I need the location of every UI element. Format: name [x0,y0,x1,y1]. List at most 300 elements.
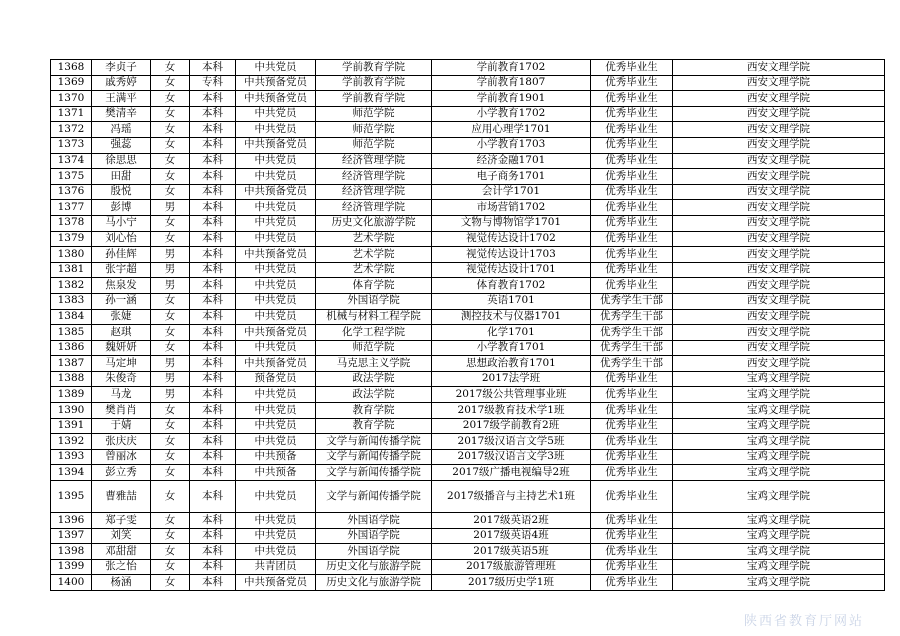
gender-cell: 女 [151,184,190,200]
award-cell: 优秀学生干部 [591,293,673,309]
gender-cell: 女 [151,340,190,356]
gender-cell: 女 [151,325,190,341]
class-cell: 视觉传达设计1703 [432,247,591,263]
gender-cell: 女 [151,106,190,122]
award-cell: 优秀毕业生 [591,481,673,513]
school-cell: 宝鸡文理学院 [673,418,885,434]
name-cell: 刘笑 [92,528,151,544]
table-row [51,137,885,153]
college-cell: 外国语学院 [316,528,432,544]
table-row [51,293,885,309]
class-cell: 2017级英语5班 [432,544,591,560]
college-cell: 文学与新闻传播学院 [316,465,432,481]
college-cell: 文学与新闻传播学院 [316,481,432,513]
college-cell: 机械与材料工程学院 [316,309,432,325]
table-row [51,559,885,575]
name-cell: 冯瑶 [92,122,151,138]
serial-cell: 1373 [51,137,92,153]
school-cell: 西安文理学院 [673,137,885,153]
class-cell: 2017级学前教育2班 [432,418,591,434]
name-cell: 刘心怡 [92,231,151,247]
degree-cell: 本科 [190,544,236,560]
name-cell: 焦泉发 [92,278,151,294]
table-row [51,106,885,122]
award-cell: 优秀毕业生 [591,434,673,450]
school-cell: 西安文理学院 [673,340,885,356]
school-cell: 西安文理学院 [673,262,885,278]
award-cell: 优秀毕业生 [591,575,673,591]
school-cell: 西安文理学院 [673,215,885,231]
name-cell: 曾丽冰 [92,449,151,465]
serial-cell: 1369 [51,75,92,91]
college-cell: 教育学院 [316,403,432,419]
political-status-cell: 中共党员 [236,60,316,76]
political-status-cell: 中共预备党员 [236,325,316,341]
class-cell: 思想政治教育1701 [432,356,591,372]
college-cell: 学前教育学院 [316,60,432,76]
serial-cell: 1394 [51,465,92,481]
school-cell: 宝鸡文理学院 [673,513,885,529]
college-cell: 化学工程学院 [316,325,432,341]
watermark: 陕西省教育厅网站 [744,614,865,629]
name-cell: 张婕 [92,309,151,325]
serial-cell: 1396 [51,513,92,529]
school-cell: 宝鸡文理学院 [673,465,885,481]
college-cell: 艺术学院 [316,231,432,247]
serial-cell: 1386 [51,340,92,356]
political-status-cell: 中共预备党员 [236,356,316,372]
serial-cell: 1368 [51,60,92,76]
serial-cell: 1371 [51,106,92,122]
school-cell: 西安文理学院 [673,75,885,91]
gender-cell: 男 [151,200,190,216]
serial-cell: 1387 [51,356,92,372]
class-cell: 视觉传达设计1701 [432,262,591,278]
table-row [51,200,885,216]
political-status-cell: 中共党员 [236,434,316,450]
table-row [51,403,885,419]
college-cell: 师范学院 [316,106,432,122]
college-cell: 经济管理学院 [316,184,432,200]
gender-cell: 男 [151,262,190,278]
college-cell: 外国语学院 [316,513,432,529]
college-cell: 师范学院 [316,122,432,138]
class-cell: 化学1701 [432,325,591,341]
name-cell: 张庆庆 [92,434,151,450]
gender-cell: 女 [151,169,190,185]
serial-cell: 1398 [51,544,92,560]
school-cell: 宝鸡文理学院 [673,559,885,575]
political-status-cell: 中共党员 [236,340,316,356]
college-cell: 学前教育学院 [316,75,432,91]
award-cell: 优秀毕业生 [591,106,673,122]
gender-cell: 女 [151,122,190,138]
award-cell: 优秀学生干部 [591,325,673,341]
college-cell: 外国语学院 [316,544,432,560]
college-cell: 文学与新闻传播学院 [316,449,432,465]
class-cell: 英语1701 [432,293,591,309]
table-row [51,528,885,544]
gender-cell: 女 [151,231,190,247]
name-cell: 李贞子 [92,60,151,76]
school-cell: 西安文理学院 [673,247,885,263]
degree-cell: 专科 [190,75,236,91]
class-cell: 小学教育1702 [432,106,591,122]
school-cell: 西安文理学院 [673,106,885,122]
serial-cell: 1400 [51,575,92,591]
award-cell: 优秀毕业生 [591,169,673,185]
college-cell: 教育学院 [316,418,432,434]
name-cell: 张之怡 [92,559,151,575]
degree-cell: 本科 [190,215,236,231]
table-row [51,481,885,513]
name-cell: 马小宁 [92,215,151,231]
name-cell: 张宇超 [92,262,151,278]
political-status-cell: 中共党员 [236,169,316,185]
gender-cell: 女 [151,293,190,309]
college-cell: 经济管理学院 [316,153,432,169]
gender-cell: 男 [151,356,190,372]
class-cell: 2017级公共管理事业班 [432,387,591,403]
degree-cell: 本科 [190,106,236,122]
award-cell: 优秀毕业生 [591,403,673,419]
political-status-cell: 中共预备党员 [236,247,316,263]
college-cell: 历史文化旅游学院 [316,215,432,231]
degree-cell: 本科 [190,449,236,465]
table-row [51,325,885,341]
name-cell: 强蕊 [92,137,151,153]
name-cell: 马龙 [92,387,151,403]
award-cell: 优秀毕业生 [591,371,673,387]
school-cell: 宝鸡文理学院 [673,434,885,450]
class-cell: 2017级播音与主持艺术1班 [432,481,591,513]
serial-cell: 1382 [51,278,92,294]
serial-cell: 1389 [51,387,92,403]
school-cell: 西安文理学院 [673,293,885,309]
degree-cell: 本科 [190,184,236,200]
degree-cell: 本科 [190,340,236,356]
table-row [51,215,885,231]
table-row [51,434,885,450]
award-cell: 优秀毕业生 [591,122,673,138]
class-cell: 2017级英语2班 [432,513,591,529]
award-cell: 优秀毕业生 [591,262,673,278]
college-cell: 师范学院 [316,137,432,153]
class-cell: 小学教育1701 [432,340,591,356]
school-cell: 西安文理学院 [673,200,885,216]
degree-cell: 本科 [190,434,236,450]
school-cell: 宝鸡文理学院 [673,449,885,465]
name-cell: 孙一涵 [92,293,151,309]
award-cell: 优秀毕业生 [591,418,673,434]
degree-cell: 本科 [190,528,236,544]
gender-cell: 女 [151,465,190,481]
serial-cell: 1374 [51,153,92,169]
name-cell: 魏妍妍 [92,340,151,356]
gender-cell: 女 [151,418,190,434]
table-row [51,153,885,169]
award-cell: 优秀毕业生 [591,137,673,153]
degree-cell: 本科 [190,371,236,387]
college-cell: 政法学院 [316,387,432,403]
table-row [51,184,885,200]
class-cell: 文物与博物馆学1701 [432,215,591,231]
degree-cell: 本科 [190,169,236,185]
class-cell: 测控技术与仪器1701 [432,309,591,325]
political-status-cell: 中共党员 [236,106,316,122]
school-cell: 宝鸡文理学院 [673,403,885,419]
award-cell: 优秀毕业生 [591,215,673,231]
political-status-cell: 中共党员 [236,309,316,325]
gender-cell: 女 [151,513,190,529]
serial-cell: 1383 [51,293,92,309]
college-cell: 学前教育学院 [316,91,432,107]
gender-cell: 男 [151,371,190,387]
college-cell: 文学与新闻传播学院 [316,434,432,450]
table-row [51,544,885,560]
gender-cell: 女 [151,434,190,450]
school-cell: 宝鸡文理学院 [673,371,885,387]
class-cell: 经济金融1701 [432,153,591,169]
degree-cell: 本科 [190,278,236,294]
serial-cell: 1375 [51,169,92,185]
gender-cell: 女 [151,309,190,325]
name-cell: 徐思思 [92,153,151,169]
class-cell: 2017级汉语言文学3班 [432,449,591,465]
school-cell: 宝鸡文理学院 [673,544,885,560]
school-cell: 西安文理学院 [673,356,885,372]
class-cell: 应用心理学1701 [432,122,591,138]
award-cell: 优秀毕业生 [591,153,673,169]
political-status-cell: 中共党员 [236,513,316,529]
political-status-cell: 中共预备党员 [236,75,316,91]
name-cell: 邓甜甜 [92,544,151,560]
political-status-cell: 中共党员 [236,200,316,216]
degree-cell: 本科 [190,481,236,513]
award-cell: 优秀毕业生 [591,465,673,481]
degree-cell: 本科 [190,137,236,153]
class-cell: 小学教育1703 [432,137,591,153]
school-cell: 西安文理学院 [673,184,885,200]
college-cell: 外国语学院 [316,293,432,309]
name-cell: 朱俊奇 [92,371,151,387]
name-cell: 樊肖肖 [92,403,151,419]
serial-cell: 1372 [51,122,92,138]
serial-cell: 1395 [51,481,92,513]
school-cell: 西安文理学院 [673,278,885,294]
class-cell: 2017级历史学1班 [432,575,591,591]
political-status-cell: 中共预备 [236,449,316,465]
political-status-cell: 中共党员 [236,481,316,513]
gender-cell: 女 [151,215,190,231]
school-cell: 宝鸡文理学院 [673,575,885,591]
political-status-cell: 中共党员 [236,528,316,544]
degree-cell: 本科 [190,465,236,481]
serial-cell: 1385 [51,325,92,341]
gender-cell: 女 [151,153,190,169]
political-status-cell: 共青团员 [236,559,316,575]
award-cell: 优秀毕业生 [591,247,673,263]
serial-cell: 1379 [51,231,92,247]
award-cell: 优秀学生干部 [591,309,673,325]
award-cell: 优秀学生干部 [591,340,673,356]
college-cell: 体育学院 [316,278,432,294]
class-cell: 2017级英语4班 [432,528,591,544]
degree-cell: 本科 [190,356,236,372]
serial-cell: 1370 [51,91,92,107]
table-row [51,340,885,356]
serial-cell: 1388 [51,371,92,387]
school-cell: 宝鸡文理学院 [673,481,885,513]
serial-cell: 1390 [51,403,92,419]
degree-cell: 本科 [190,309,236,325]
table-row [51,122,885,138]
table-row [51,449,885,465]
name-cell: 赵琪 [92,325,151,341]
table-row [51,371,885,387]
table-row [51,231,885,247]
class-cell: 2017法学班 [432,371,591,387]
gender-cell: 女 [151,559,190,575]
name-cell: 于婧 [92,418,151,434]
political-status-cell: 中共预备党员 [236,137,316,153]
college-cell: 经济管理学院 [316,200,432,216]
college-cell: 经济管理学院 [316,169,432,185]
political-status-cell: 中共党员 [236,418,316,434]
award-cell: 优秀毕业生 [591,231,673,247]
degree-cell: 本科 [190,231,236,247]
school-cell: 宝鸡文理学院 [673,528,885,544]
gender-cell: 女 [151,91,190,107]
political-status-cell: 中共预备党员 [236,575,316,591]
name-cell: 彭立秀 [92,465,151,481]
gender-cell: 女 [151,60,190,76]
degree-cell: 本科 [190,403,236,419]
award-cell: 优秀学生干部 [591,356,673,372]
degree-cell: 本科 [190,200,236,216]
gender-cell: 男 [151,247,190,263]
serial-cell: 1397 [51,528,92,544]
award-cell: 优秀毕业生 [591,75,673,91]
name-cell: 殷悦 [92,184,151,200]
serial-cell: 1393 [51,449,92,465]
gender-cell: 女 [151,137,190,153]
political-status-cell: 中共党员 [236,278,316,294]
school-cell: 西安文理学院 [673,325,885,341]
award-cell: 优秀毕业生 [591,559,673,575]
degree-cell: 本科 [190,575,236,591]
political-status-cell: 预备党员 [236,371,316,387]
class-cell: 学前教育1901 [432,91,591,107]
school-cell: 西安文理学院 [673,169,885,185]
gender-cell: 女 [151,75,190,91]
gender-cell: 女 [151,575,190,591]
college-cell: 政法学院 [316,371,432,387]
class-cell: 电子商务1701 [432,169,591,185]
name-cell: 郑子雯 [92,513,151,529]
school-cell: 西安文理学院 [673,122,885,138]
name-cell: 马定坤 [92,356,151,372]
school-cell: 西安文理学院 [673,231,885,247]
political-status-cell: 中共预备 [236,465,316,481]
political-status-cell: 中共党员 [236,403,316,419]
degree-cell: 本科 [190,153,236,169]
degree-cell: 本科 [190,387,236,403]
award-cell: 优秀毕业生 [591,184,673,200]
award-cell: 优秀毕业生 [591,60,673,76]
gender-cell: 女 [151,403,190,419]
table-row [51,262,885,278]
political-status-cell: 中共党员 [236,122,316,138]
table-row [51,91,885,107]
serial-cell: 1392 [51,434,92,450]
name-cell: 田甜 [92,169,151,185]
gender-cell: 女 [151,528,190,544]
name-cell: 曹雅喆 [92,481,151,513]
college-cell: 历史文化与旅游学院 [316,575,432,591]
degree-cell: 本科 [190,293,236,309]
name-cell: 杨涵 [92,575,151,591]
college-cell: 艺术学院 [316,262,432,278]
serial-cell: 1384 [51,309,92,325]
class-cell: 2017级旅游管理班 [432,559,591,575]
class-cell: 2017级教育技术学1班 [432,403,591,419]
award-cell: 优秀毕业生 [591,278,673,294]
college-cell: 师范学院 [316,340,432,356]
degree-cell: 本科 [190,91,236,107]
gender-cell: 女 [151,544,190,560]
class-cell: 视觉传达设计1702 [432,231,591,247]
degree-cell: 本科 [190,60,236,76]
gender-cell: 女 [151,481,190,513]
table-row [51,75,885,91]
political-status-cell: 中共党员 [236,153,316,169]
college-cell: 马克思主义学院 [316,356,432,372]
table-row [51,465,885,481]
name-cell: 樊清辛 [92,106,151,122]
name-cell: 孙佳辉 [92,247,151,263]
gender-cell: 女 [151,449,190,465]
table-row [51,418,885,434]
table-row [51,387,885,403]
award-cell: 优秀毕业生 [591,387,673,403]
class-cell: 学前教育1702 [432,60,591,76]
degree-cell: 本科 [190,559,236,575]
degree-cell: 本科 [190,418,236,434]
serial-cell: 1380 [51,247,92,263]
serial-cell: 1381 [51,262,92,278]
name-cell: 王满平 [92,91,151,107]
political-status-cell: 中共党员 [236,387,316,403]
political-status-cell: 中共预备党员 [236,184,316,200]
award-cell: 优秀毕业生 [591,200,673,216]
school-cell: 西安文理学院 [673,60,885,76]
table-row [51,60,885,76]
college-cell: 艺术学院 [316,247,432,263]
serial-cell: 1378 [51,215,92,231]
degree-cell: 本科 [190,513,236,529]
class-cell: 2017级广播电视编导2班 [432,465,591,481]
political-status-cell: 中共党员 [236,215,316,231]
class-cell: 市场营销1702 [432,200,591,216]
award-cell: 优秀毕业生 [591,449,673,465]
political-status-cell: 中共预备党员 [236,91,316,107]
gender-cell: 男 [151,387,190,403]
table-row [51,278,885,294]
degree-cell: 本科 [190,325,236,341]
class-cell: 体育教育1702 [432,278,591,294]
political-status-cell: 中共党员 [236,262,316,278]
